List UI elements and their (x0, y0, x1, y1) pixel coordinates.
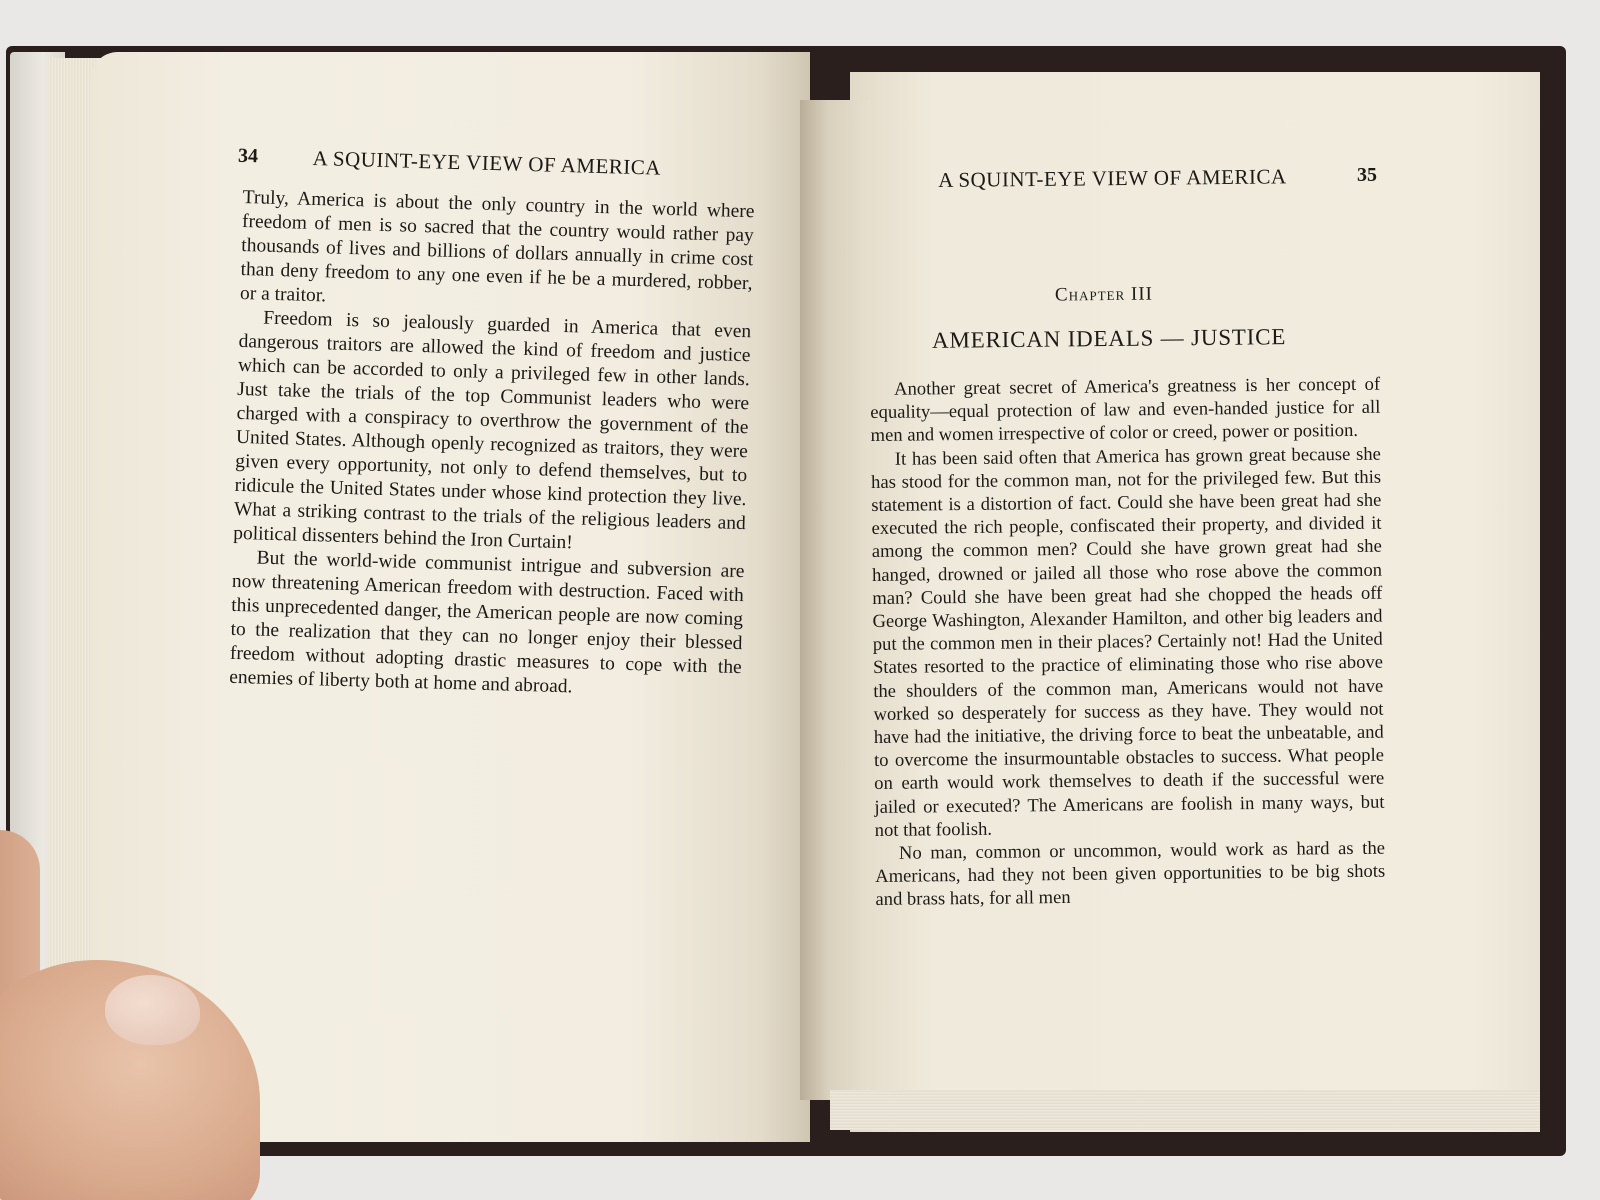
chapter-label: Chapter III (1054, 283, 1154, 306)
right-running-head: A SQUINT-EYE VIEW OF AMERICA (938, 164, 1287, 192)
paragraph: Freedom is so jealously guarded in America that even dangerous traitors are allowed the kind of freedom and justice which can be accorded to only a privileged few in other lands. Just take the trials of the top Communist leaders who were charged with a conspiracy to overthrow the government of the United States. Although openly recognized as traitors, they were given every opportunity, not only to defend themselves, but to ridicule the United States under whose kind protection they live. What a striking contrast to the trials of the religious leaders and political dissenters behind the Iron Curtain! (233, 307, 752, 554)
paragraph: But the world-wide communist intrigue and subversion are now threatening American freedom with destruction. Faced with this unprecedented danger, the American people are now coming to the realization that they can no longer enjoy their blessed freedom without adopting drastic measures to cope with the enemies of liberty both at home and abroad. (228, 547, 745, 698)
page-stack-right (830, 1090, 1540, 1130)
right-page-text (870, 373, 1386, 912)
chapter-title: AMERICAN IDEALS — JUSTICE (931, 324, 1287, 353)
paragraph: Truly, America is about the only country in the world where freedom of men is so sacred that the country would rather pay thousands of lives and billions of dollars annually in crime cost than deny freedom to any one even if he be a murdered, robber, or a traitor. (239, 186, 755, 307)
paragraph: It has been said often that America has grown great because she has stood for the common man, not for the privileged few. But this statement is a distortion of fact. Could she have been great had she executed the rich people, confiscated their property, and divided it among the common men? Could she have grown great had she hanged, drowned or jailed all those who rose above the common man? Could she have been great had she chopped the heads off George Washington, Alexander Hamilton, and other big leaders and put the common men in their places? Certainly not! Had the United States resorted to the practice of eliminating those who rise above the shoulders of the common man, Americans would not have worked so desperately for success as they have. They would not have had the initiative, the driving force to beat the unbeatable, and to overcome the insurmountable obstacles to success. What people on earth would work themselves to death if the successful were jailed or executed? The Americans are foolish in many ways, but not that foolish. (870, 443, 1385, 841)
left-page-number: 34 (237, 144, 259, 168)
book-gutter (800, 100, 870, 1100)
paragraph: Another great secret of America's greatness is her concept of equality—equal protection of law and even-handed justice for all men and women irrespective of color or creed, power or position. (870, 373, 1381, 447)
paragraph: No man, common or uncommon, would work as hard as the Americans, had they not been given opportunities to be big shots and brass hats, for all men (875, 837, 1386, 911)
thumbnail-nail (105, 975, 200, 1045)
right-page-number: 35 (1357, 164, 1377, 186)
left-running-head: A SQUINT-EYE VIEW OF AMERICA (312, 146, 662, 180)
left-page-text (229, 186, 755, 704)
